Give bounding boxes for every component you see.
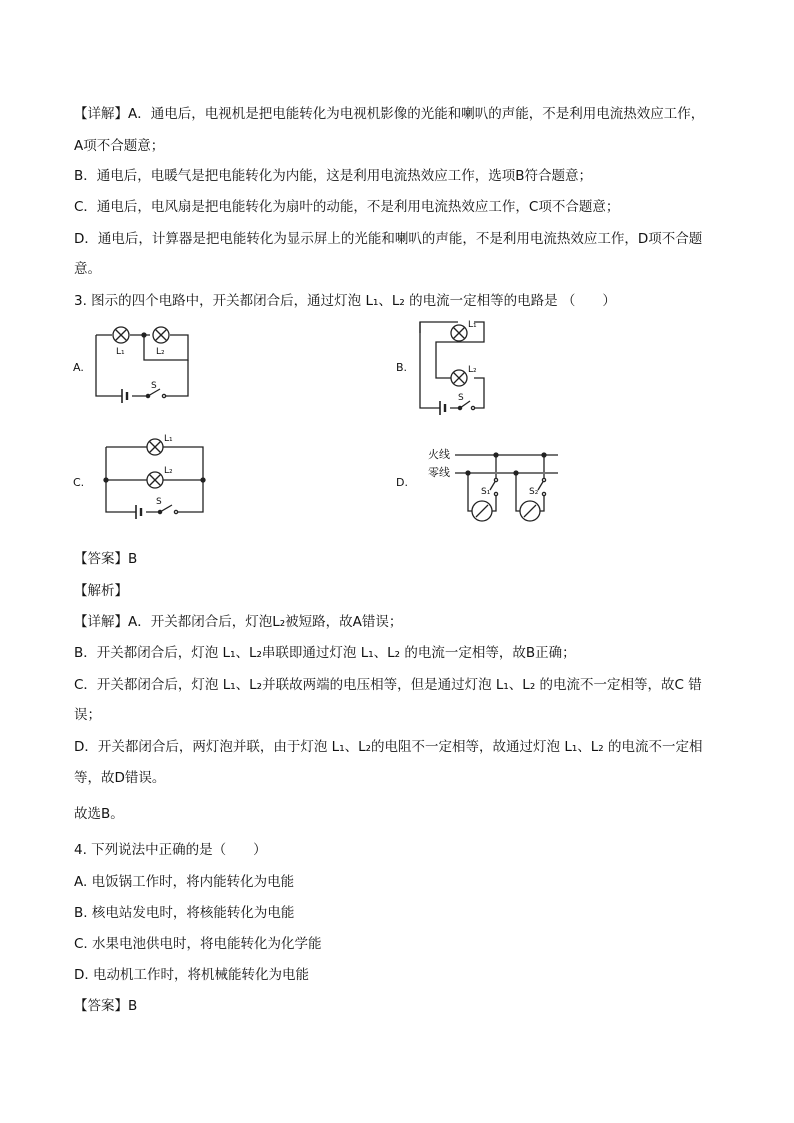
detail-line-2: A项不合题意； xyxy=(74,138,165,154)
detail-line-3: B．通电后，电暖气是把电能转化为内能，这是利用电流热效应工作，选项B符合题意； xyxy=(74,168,593,184)
label-l1-c: L₁ xyxy=(164,434,173,444)
label-l1-a: L₁ xyxy=(116,347,125,357)
question-4: 4. 下列说法中正确的是（ ） xyxy=(74,842,267,858)
detail3-line-3: C．开关都闭合后，灯泡 L₁、L₂并联故两端的电压相等，但是通过灯泡 L₁、L₂ 的电流不一定相等，故C 错 xyxy=(74,677,702,693)
label-s-a: S xyxy=(151,381,157,391)
bulb-icon xyxy=(520,501,540,521)
option-a-label: A. xyxy=(73,361,84,374)
lamp-icon xyxy=(113,327,129,343)
lamp-icon xyxy=(147,439,163,455)
circuit-a xyxy=(96,327,188,403)
detail3-line-5: D．开关都闭合后，两灯泡并联，由于灯泡 L₁、L₂的电阻不一定相等，故通过灯泡 L₁、L₂ 的电流不一定相 xyxy=(74,739,703,755)
lamp-icon xyxy=(153,327,169,343)
lamp-icon xyxy=(451,370,467,386)
q4-option-d: D. 电动机工作时，将机械能转化为电能 xyxy=(74,967,309,983)
detail3-line-1: 【详解】A．开关都闭合后，灯泡L₂被短路，故A错误； xyxy=(74,614,403,630)
label-s-c: S xyxy=(156,497,162,507)
label-l2-c: L₂ xyxy=(164,466,173,476)
detail-line-1: 【详解】A．通电后，电视机是把电能转化为电视机影像的光能和喇叭的声能，不是利用电流热效应工作， xyxy=(74,106,705,122)
question-3: 3. 图示的四个电路中，开关都闭合后，通过灯泡 L₁、L₂ 的电流一定相等的电路是 （ ） xyxy=(74,293,616,309)
answer-3: 【答案】B xyxy=(74,551,138,567)
label-live-wire: 火线 xyxy=(428,448,450,461)
option-c-label: C. xyxy=(73,476,85,489)
label-l1-b: L₁ xyxy=(468,320,477,330)
detail-line-5: D．通电后，计算器是把电能转化为显示屏上的光能和喇叭的声能，不是利用电流热效应工作，D项不合题 xyxy=(74,231,703,247)
q4-option-a: A. 电饭锅工作时，将内能转化为电能 xyxy=(74,874,295,890)
conclusion-3: 故选B。 xyxy=(74,806,124,822)
detail3-line-4: 误； xyxy=(74,707,101,723)
circuit-d xyxy=(455,453,558,521)
detail-line-4: C．通电后，电风扇是把电能转化为扇叶的动能，不是利用电流热效应工作，C项不合题意； xyxy=(74,199,620,215)
analysis-heading: 【解析】 xyxy=(74,583,128,599)
option-d-label: D. xyxy=(396,476,408,489)
q4-option-b: B. 核电站发电时，将核能转化为电能 xyxy=(74,905,295,921)
bulb-icon xyxy=(472,501,492,521)
detail3-line-2: B．开关都闭合后，灯泡 L₁、L₂串联即通过灯泡 L₁、L₂ 的电流一定相等，故B正确； xyxy=(74,645,576,661)
label-l2-a: L₂ xyxy=(156,347,165,357)
label-neutral-wire: 零线 xyxy=(428,466,450,479)
label-s1-d: S₁ xyxy=(481,487,491,497)
lamp-icon xyxy=(451,325,467,341)
label-s2-d: S₂ xyxy=(529,487,539,497)
detail-line-6: 意。 xyxy=(74,261,101,277)
lamp-icon xyxy=(147,472,163,488)
circuit-figure xyxy=(60,318,580,530)
label-l2-b: L₂ xyxy=(468,365,477,375)
option-b-label: B. xyxy=(396,361,408,374)
q4-option-c: C. 水果电池供电时，将电能转化为化学能 xyxy=(74,936,322,952)
detail3-line-6: 等，故D错误。 xyxy=(74,770,166,786)
answer-4: 【答案】B xyxy=(74,998,138,1014)
label-s-b: S xyxy=(458,393,464,403)
circuit-c xyxy=(104,439,205,519)
